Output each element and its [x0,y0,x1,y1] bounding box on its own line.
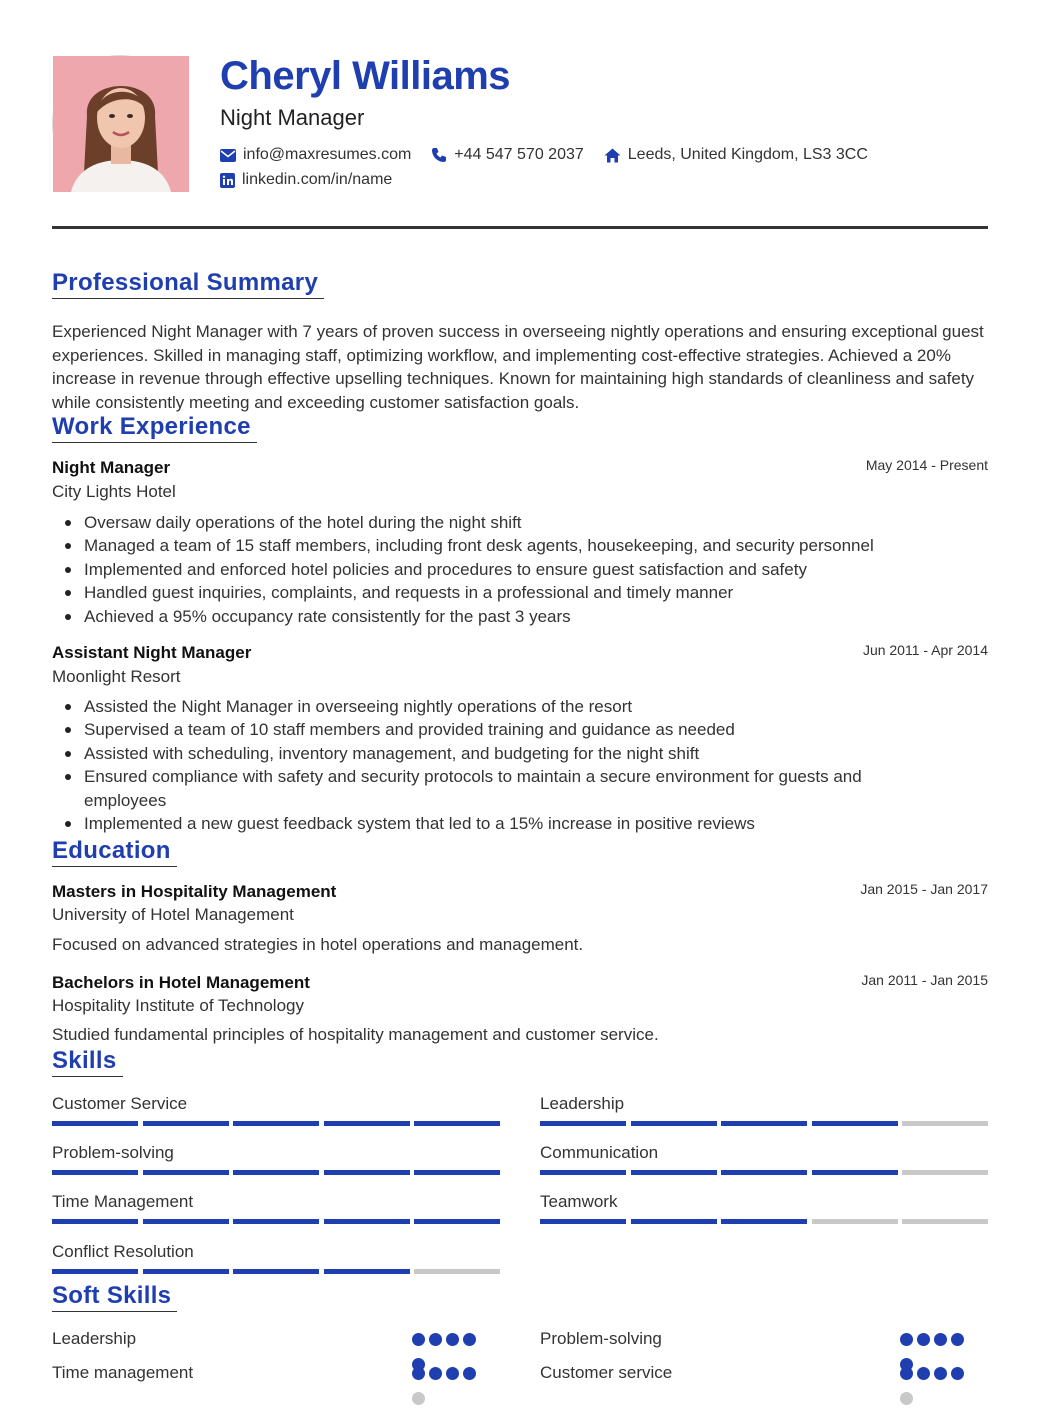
section-title-education: Education [52,836,177,867]
skill-level-segment [631,1170,717,1175]
skill-level-segment [143,1170,229,1175]
skill-level-segment [414,1269,500,1274]
soft-skill-name: Leadership [52,1329,137,1348]
portrait-image [53,56,189,192]
skill-name: Customer Service [52,1094,188,1113]
rating-dot [412,1392,425,1405]
education-description: Studied fundamental principles of hospitality management and customer service. [52,1025,659,1044]
profile-photo [52,55,188,191]
phone-icon [431,147,447,163]
header-divider [52,226,988,229]
skill-level-segment [414,1219,500,1224]
rating-dot [429,1333,442,1346]
job-title: Assistant Night Manager [52,643,252,662]
list-item: Oversaw daily operations of the hotel during the night shift [52,511,988,534]
skill-level-bar [52,1219,500,1224]
list-item: Assisted the Night Manager in overseeing nightly operations of the resort [52,695,988,718]
skill-level-segment [233,1219,319,1224]
degree-title: Masters in Hospitality Management [52,882,337,901]
list-item: Managed a team of 15 staff members, including front desk agents, housekeeping, and security personnel [52,534,988,557]
skill-level-bar [540,1219,988,1224]
school-name: Hospitality Institute of Technology [52,996,304,1015]
skill-level-segment [414,1121,500,1126]
list-item: Supervised a team of 10 staff members and provided training and guidance as needed [52,718,988,741]
section-title-skills: Skills [52,1046,123,1077]
rating-dot [951,1367,964,1380]
rating-dot [900,1333,913,1346]
skill-level-segment [540,1219,626,1224]
list-item: Achieved a 95% occupancy rate consistently for the past 3 years [52,605,988,628]
list-item: Implemented and enforced hotel policies and procedures to ensure guest satisfaction and safety [52,558,988,581]
soft-skill-item [540,1362,988,1384]
rating-dot [446,1333,459,1346]
skill-level-segment [233,1269,319,1274]
soft-skill-rating [412,1367,482,1417]
skill-level-segment [52,1121,138,1126]
skill-level-segment [233,1121,319,1126]
contact-location [604,145,868,165]
degree-title: Bachelors in Hotel Management [52,973,310,992]
skill-item [52,1191,500,1224]
skill-level-segment [721,1121,807,1126]
skill-level-segment [721,1219,807,1224]
candidate-title: Night Manager [220,105,365,130]
skill-level-segment [631,1219,717,1224]
skill-level-segment [540,1121,626,1126]
education-description: Focused on advanced strategies in hotel operations and management. [52,935,584,954]
contact-email[interactable] [220,145,411,165]
rating-dot [446,1367,459,1380]
skill-level-segment [324,1269,410,1274]
job-company: City Lights Hotel [52,482,176,501]
rating-dot [463,1333,476,1346]
skill-name: Conflict Resolution [52,1242,194,1261]
skill-item [540,1142,988,1175]
skill-item [540,1093,988,1126]
skill-name: Problem-solving [52,1143,174,1162]
education-dates: Jan 2011 - Jan 2015 [861,972,988,988]
skill-item [52,1241,500,1274]
job-dates: May 2014 - Present [865,457,988,473]
rating-dot [934,1333,947,1346]
skill-level-bar [540,1170,988,1175]
soft-skill-item [52,1362,500,1384]
section-title-summary: Professional Summary [52,268,324,299]
skill-name: Time Management [52,1192,194,1211]
skill-item [52,1142,500,1175]
list-item: Implemented a new guest feedback system that led to a 15% increase in positive reviews [52,812,988,835]
skill-level-bar [52,1170,500,1175]
list-item: Assisted with scheduling, inventory management, and budgeting for the night shift [52,742,988,765]
rating-dot [463,1367,476,1380]
soft-skill-name: Time management [52,1363,194,1382]
rating-dot [900,1367,913,1380]
skill-level-segment [143,1219,229,1224]
skill-level-segment [902,1121,988,1126]
skill-level-segment [540,1170,626,1175]
job-title: Night Manager [52,458,171,477]
skill-level-segment [52,1170,138,1175]
linkedin-icon [220,173,235,188]
school-name: University of Hotel Management [52,905,294,924]
list-item: Ensured compliance with safety and security protocols to maintain a secure environment for guests and employees [52,765,988,812]
skill-name: Teamwork [540,1192,618,1211]
skill-level-segment [414,1170,500,1175]
envelope-icon [220,149,236,162]
skill-level-segment [143,1121,229,1126]
soft-skill-rating [900,1367,970,1417]
location-text: Leeds, United Kingdom, LS3 3CC [627,146,868,163]
list-item: Handled guest inquiries, complaints, and requests in a professional and timely manner [52,581,988,604]
skill-level-segment [143,1269,229,1274]
section-title-experience: Work Experience [52,412,257,443]
contact-linkedin[interactable] [220,170,392,190]
section-title-soft-skills: Soft Skills [52,1281,177,1312]
skill-item [52,1093,500,1126]
skill-level-segment [902,1170,988,1175]
education-dates: Jan 2015 - Jan 2017 [860,881,988,897]
rating-dot [951,1333,964,1346]
skill-level-segment [631,1121,717,1126]
skill-level-segment [52,1269,138,1274]
skill-level-segment [324,1219,410,1224]
soft-skill-item [52,1328,500,1350]
home-icon [604,148,621,163]
skill-level-segment [324,1121,410,1126]
soft-skill-name: Problem-solving [540,1329,662,1348]
email-text: info@maxresumes.com [243,146,412,163]
linkedin-text: linkedin.com/in/name [242,171,393,188]
rating-dot [917,1333,930,1346]
job-bullets [52,511,988,628]
skill-name: Leadership [540,1094,625,1113]
rating-dot [429,1367,442,1380]
skill-level-segment [812,1170,898,1175]
rating-dot [412,1333,425,1346]
contact-phone[interactable] [431,145,583,165]
skill-level-segment [324,1170,410,1175]
contact-row-2 [220,170,412,190]
contact-row [220,145,888,165]
skill-level-bar [540,1121,988,1126]
skill-level-segment [52,1219,138,1224]
soft-skill-item [540,1328,988,1350]
candidate-name: Cheryl Williams [220,54,511,98]
soft-skill-name: Customer service [540,1363,673,1382]
skill-level-segment [721,1170,807,1175]
skill-level-segment [812,1121,898,1126]
job-company: Moonlight Resort [52,667,181,686]
rating-dot [917,1367,930,1380]
skill-name: Communication [540,1143,659,1162]
summary-text: Experienced Night Manager with 7 years of proven success in overseeing nightly operations and ensuring exceptional guest experiences. Skilled in managing staff, optimizing workflow, and implementing cost-effective strategies. Achieved a 20% increase in revenue through effective upselling techniques. Known for maintaining high standards of cleanliness and safety while consistently meeting and exceeding customer satisfaction goals. [52,322,984,413]
skill-level-bar [52,1269,500,1274]
resume-page [52,0,988,1382]
skill-level-segment [233,1170,319,1175]
skill-item [540,1191,988,1224]
rating-dot [934,1367,947,1380]
skill-level-segment [812,1219,898,1224]
skill-level-segment [902,1219,988,1224]
phone-text: +44 547 570 2037 [454,146,584,163]
skill-level-bar [52,1121,500,1126]
rating-dot [900,1392,913,1405]
rating-dot [412,1367,425,1380]
job-dates: Jun 2011 - Apr 2014 [862,642,988,658]
job-bullets [52,695,988,835]
